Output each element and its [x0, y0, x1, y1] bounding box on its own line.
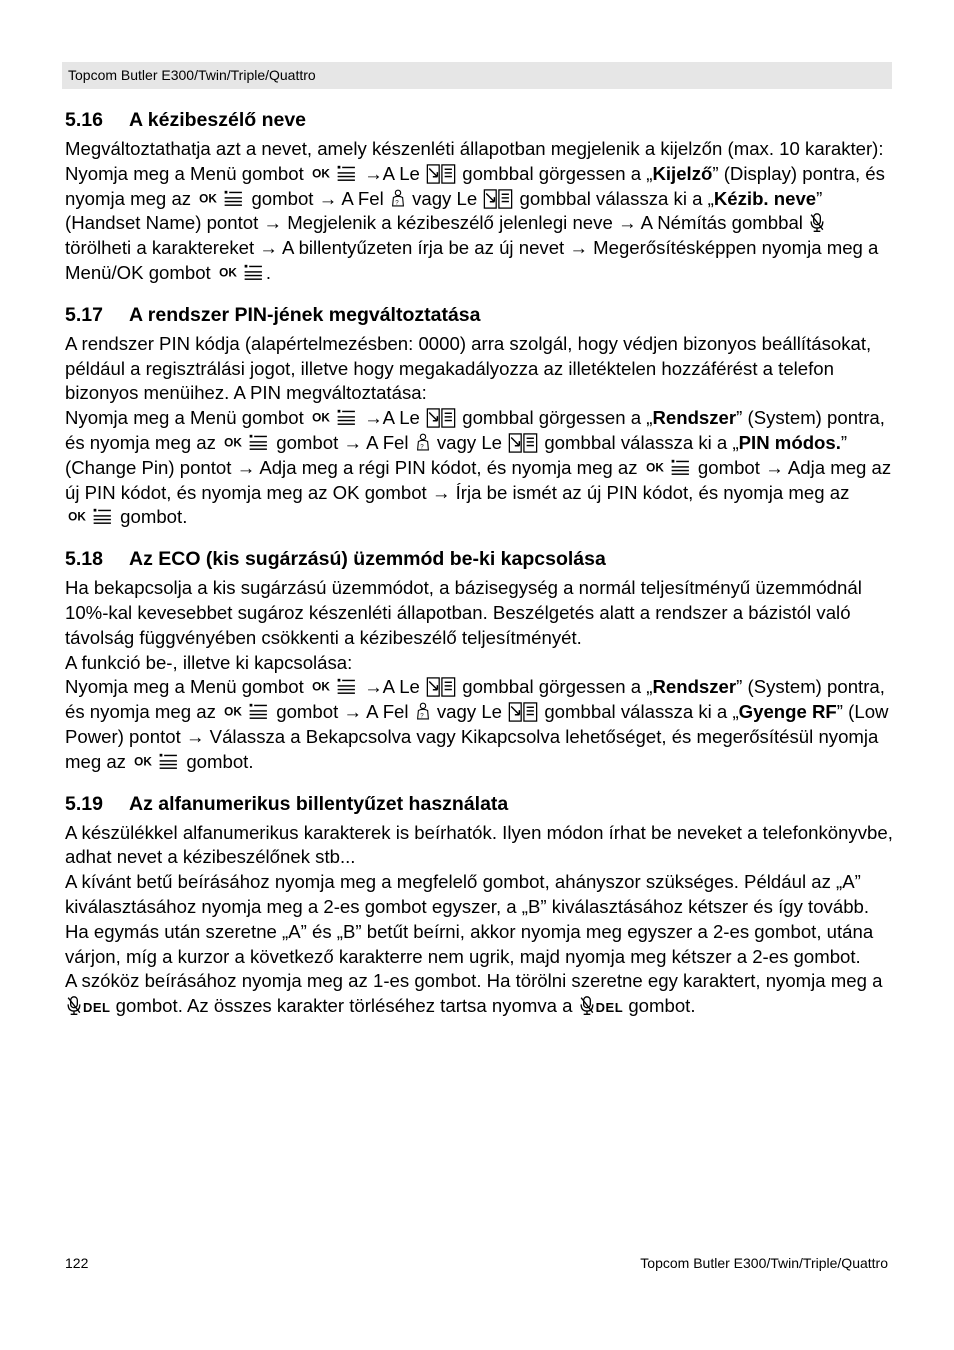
menu-item-name: Gyenge RF — [738, 701, 837, 723]
section-number: 5.19 — [65, 792, 103, 815]
text: ” (Low Power) pontot → Válassza a Bekapcsolva vagy Kikapcsolva lehetőséget, és megerősítésül nyomja meg az — [65, 701, 889, 772]
text: gombot. — [120, 506, 188, 528]
text: A szóköz beírásához nyomja meg az 1-es gombot. Ha törölni szeretne egy karaktert, nyomja meg a — [65, 970, 883, 992]
svg-text:OK: OK — [312, 410, 330, 425]
svg-text:?: ? — [395, 198, 399, 206]
text: →A Le — [364, 676, 420, 698]
footer-title: Topcom Butler E300/Twin/Triple/Quattro — [640, 1255, 888, 1271]
ok-menu-key-icon — [222, 702, 270, 722]
down-key-icon — [508, 702, 538, 722]
ok-menu-key-icon — [310, 164, 358, 184]
section-heading — [65, 546, 895, 572]
svg-text:OK: OK — [645, 460, 664, 475]
text: gombbal görgessen a „ — [462, 162, 653, 184]
text: →A Le — [364, 407, 420, 429]
svg-text:OK: OK — [312, 679, 330, 694]
section-title: A kézibeszélő neve — [129, 109, 307, 131]
ok-menu-key-icon — [132, 752, 180, 772]
down-key-icon — [426, 164, 456, 184]
text: ” (System) pontra, és nyomja meg az — [65, 676, 885, 723]
text: Nyomja meg a Menü gombot — [65, 162, 304, 184]
text: A rendszer PIN kódja (alapértelmezésben: 0000) arra szolgál, hogy védjen bizonyos beállításokat, például a regisztrálási jogot, illetve hogy megakadályozza az illetéktelen hozzáférést a telefon bizonyos menüihez. A PIN megváltoztatása: — [65, 332, 872, 404]
text: Nyomja meg a Menü gombot — [65, 676, 304, 698]
paragraph — [65, 821, 895, 1021]
text: törölheti a karaktereket → A billentyűzeten írja be az új nevet → Megerősítésképpen nyomja meg a Menü/OK gombot — [65, 237, 879, 283]
up-key-icon — [415, 702, 431, 722]
text: Ha bekapcsolja a kis sugárzású üzemmódot, a bázisegység a normál teljesítményű üzemmódnál 10%-kal kevesebbet sugároz készenléti állapotban. Beszélgetés alatt a rendszer a bázistól való távolság függvényében csökkenti a kézibeszélő teljesítményét. — [65, 577, 862, 648]
section-number: 5.17 — [65, 303, 103, 326]
menu-item-name: Kijelző — [652, 162, 713, 184]
header-title: Topcom Butler E300/Twin/Triple/Quattro — [68, 67, 316, 83]
text: . — [265, 261, 272, 283]
text: gombot → A Fel — [276, 701, 409, 723]
page-number: 122 — [65, 1255, 89, 1271]
ok-menu-key-icon — [66, 507, 114, 527]
section-5-16 — [65, 107, 895, 286]
text: vagy Le — [436, 431, 502, 453]
text: ” (Display) pontra, és nyomja meg az — [65, 162, 885, 209]
menu-item-name: Rendszer — [652, 407, 737, 429]
text: gombbal válassza ki a „ — [544, 701, 739, 723]
text: Megváltoztathatja azt a nevet, amely készenléti állapotban megjelenik a kijelzőn (max. 10 karakter): — [65, 138, 884, 159]
page-content — [65, 107, 895, 1037]
paragraph — [65, 137, 895, 286]
text: gombbal görgessen a „ — [462, 407, 653, 429]
text: ” (Handset Name) pontot → Megjelenik a kézibeszélő jelenlegi neve → A Némítás gombbal — [65, 187, 823, 234]
section-5-17 — [65, 302, 895, 530]
text: gombot. — [628, 995, 696, 1017]
ok-menu-key-icon — [197, 189, 245, 209]
down-key-icon — [483, 189, 513, 209]
section-title: Az ECO (kis sugárzású) üzemmód be-ki kapcsolása — [129, 548, 606, 571]
svg-text:?: ? — [420, 712, 424, 720]
section-heading — [65, 107, 895, 133]
text: vagy Le — [412, 187, 478, 209]
section-title: Az alfanumerikus billentyűzet használata — [129, 792, 509, 815]
text: Nyomja meg a Menü gombot — [65, 407, 304, 429]
text: gombbal görgessen a „ — [462, 676, 653, 698]
ok-menu-key-icon — [644, 458, 692, 478]
section-5-19 — [65, 791, 895, 1021]
del-key-label: DEL — [595, 1000, 624, 1016]
svg-text:OK: OK — [312, 166, 330, 181]
text: gombot → Adja meg az új PIN kódot, és nyomja meg az OK gombot → Írja be ismét az új PIN kódot, és nyomja meg az — [65, 456, 892, 503]
paragraph — [65, 576, 895, 774]
menu-item-name: PIN módos. — [738, 431, 841, 453]
text: gombot → A Fel — [251, 187, 384, 209]
del-key-label: DEL — [83, 1000, 111, 1016]
down-key-icon — [426, 677, 456, 697]
up-key-icon — [415, 433, 431, 453]
section-number: 5.18 — [65, 548, 103, 571]
text: A funkció be-, illetve ki kapcsolása: — [65, 651, 353, 673]
mute-key-icon — [809, 213, 825, 233]
mute-key-icon — [66, 996, 82, 1016]
up-key-icon — [390, 189, 406, 209]
menu-item-name: Rendszer — [652, 676, 737, 698]
text: →A Le — [364, 162, 420, 184]
svg-text:OK: OK — [68, 509, 86, 524]
section-heading — [65, 302, 895, 328]
section-heading — [65, 791, 895, 817]
text: gombbal válassza ki a „ — [544, 431, 739, 453]
svg-text:OK: OK — [224, 435, 242, 450]
down-key-icon — [508, 433, 538, 453]
text: gombot → A Fel — [276, 431, 409, 453]
section-number: 5.16 — [65, 109, 103, 131]
text: gombot. Az összes karakter törléséhez tartsa nyomva a — [115, 995, 573, 1017]
text: gombot. — [186, 750, 254, 772]
ok-menu-key-icon — [222, 433, 270, 453]
svg-text:OK: OK — [134, 754, 153, 769]
text: gombbal válassza ki a „ — [519, 187, 714, 209]
text: vagy Le — [436, 701, 502, 723]
text: A kívánt betű beírásához nyomja meg a megfelelő gombot, ahányszor szükséges. Például az „A” kiválasztásához nyomja meg a 2-es gombot egyszer, a „B” kiválasztásához kétszer és így tovább. Ha egymás után szeretne „A” és „B” betűt beírni, akkor nyomja meg egyszer a 2-es gombot, utána várjon, míg a kurzor a következő karakterre nem ugrik, majd nyomja meg kétszer a 2-es gombot. — [65, 871, 874, 967]
paragraph — [65, 332, 895, 530]
svg-text:OK: OK — [219, 265, 237, 280]
text: A készülékkel alfanumerikus karakterek is beírhatók. Ilyen módon írhat be neveket a telefonkönyvbe, adhat nevet a kézibeszélőnek stb... — [65, 821, 893, 868]
svg-text:OK: OK — [224, 704, 242, 719]
mute-key-icon — [579, 996, 595, 1016]
text: ” (System) pontra, és nyomja meg az — [65, 407, 885, 453]
page-header — [62, 62, 892, 89]
ok-menu-key-icon — [217, 263, 265, 283]
section-title: A rendszer PIN-jének megváltoztatása — [129, 303, 481, 326]
svg-text:OK: OK — [199, 191, 218, 206]
menu-item-name: Kézib. neve — [713, 187, 817, 209]
svg-text:?: ? — [420, 443, 424, 451]
down-key-icon — [426, 408, 456, 428]
text: ” (Change Pin) pontot → Adja meg a régi PIN kódot, és nyomja meg az — [65, 431, 848, 478]
ok-menu-key-icon — [310, 408, 358, 428]
ok-menu-key-icon — [310, 677, 358, 697]
section-5-18 — [65, 546, 895, 774]
